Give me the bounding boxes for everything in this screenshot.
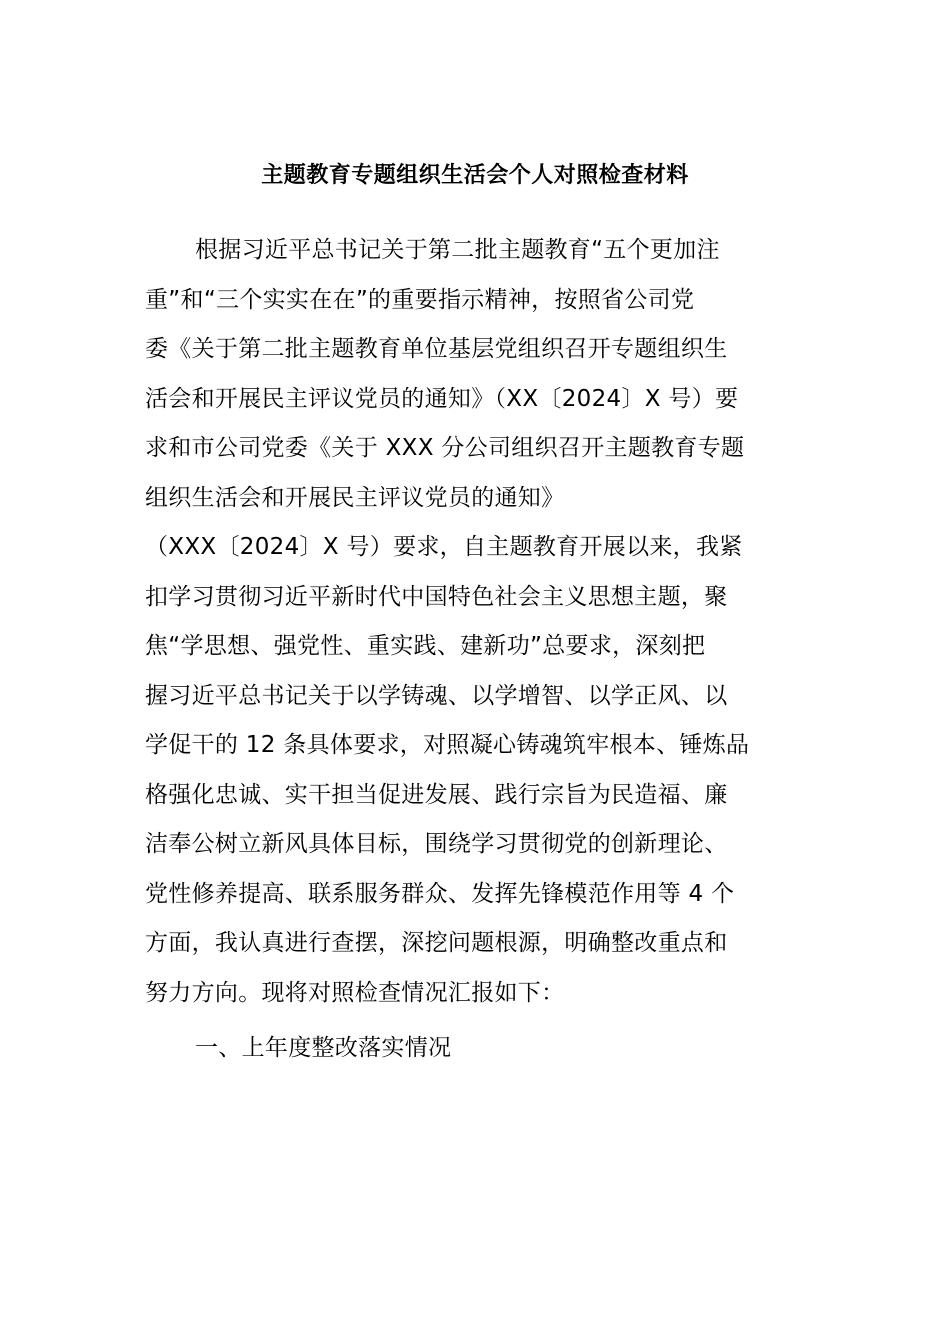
paragraph-line: 方面，我认真进行查摆，深挖问题根源，明确整改重点和: [145, 930, 728, 956]
section-heading: 一、上年度整改落实情况: [195, 1035, 452, 1061]
paragraph-line: 洁奉公树立新风具体目标，围绕学习贯彻党的创新理论、: [145, 831, 728, 857]
body-paragraph: [145, 226, 805, 1018]
paragraph-line: 焦“学思想、强党性、重实践、建新功”总要求，深刻把: [145, 633, 706, 659]
paragraph-line: 学促干的 12 条具体要求，对照凝心铸魂筑牢根本、锤炼品: [145, 732, 750, 758]
paragraph-line: 扣学习贯彻习近平新时代中国特色社会主义思想主题，聚: [145, 583, 728, 610]
paragraph-line: （XXX〔2024〕X 号）要求，自主题教育开展以来，我紧: [145, 534, 743, 560]
paragraph-line: 组织生活会和开展民主评议党员的通知》: [145, 484, 565, 511]
paragraph-line: 根据习近平总书记关于第二批主题教育“五个更加注: [195, 237, 720, 263]
paragraph-line: 格强化忠诚、实干担当促进发展、践行宗旨为民造福、廉: [145, 781, 728, 808]
paragraph-line: 握习近平总书记关于以学铸魂、以学增智、以学正风、以: [145, 682, 728, 709]
paragraph-line: 活会和开展民主评议党员的通知》（XX〔2024〕X 号）要: [145, 385, 739, 412]
paragraph-line: 党性修养提高、联系服务群众、发挥先锋模范作用等 4 个: [145, 880, 735, 907]
document-title: 主题教育专题组织生活会个人对照检查材料: [261, 163, 689, 188]
paragraph-line: 努力方向。现将对照检查情况汇报如下：: [145, 979, 565, 1006]
paragraph-line: 重”和“三个实实在在”的重要指示精神，按照省公司党: [145, 286, 695, 313]
paragraph-line: 委《关于第二批主题教育单位基层党组织召开专题组织生: [145, 336, 728, 362]
paragraph-line: 求和市公司党委《关于 XXX 分公司组织召开主题教育专题: [145, 435, 745, 461]
